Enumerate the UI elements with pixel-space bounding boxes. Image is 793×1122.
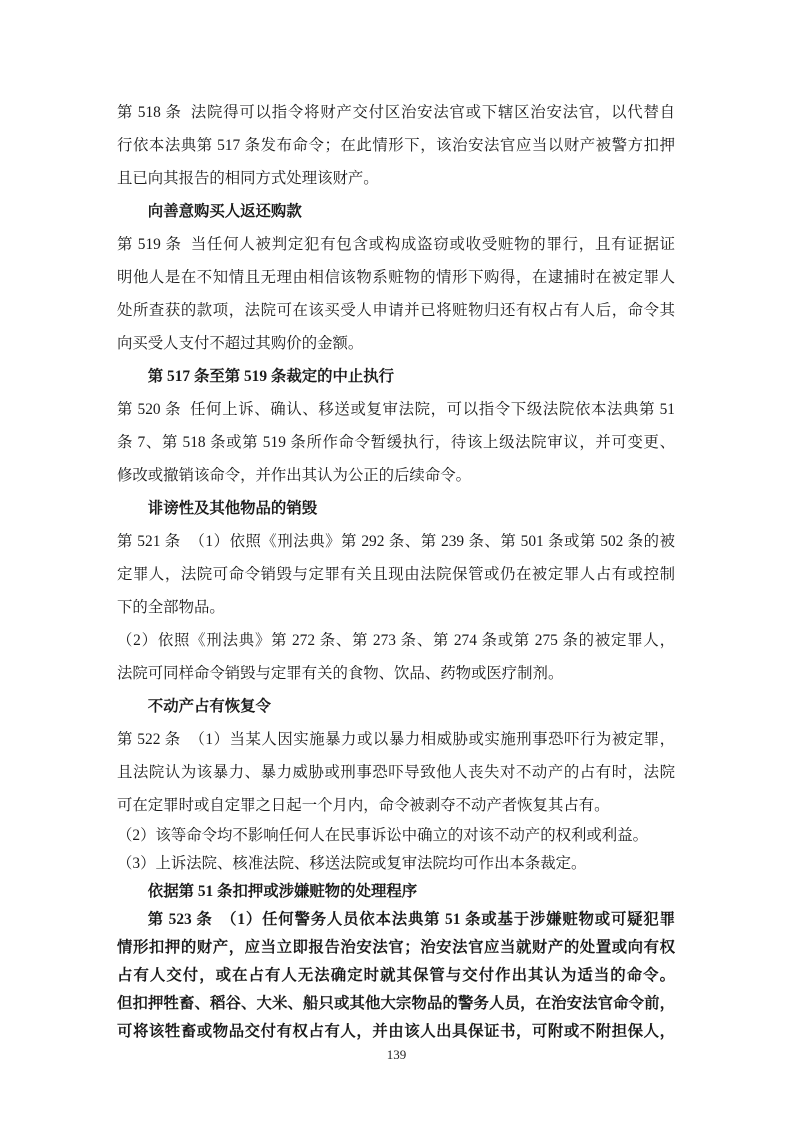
text-line: （2）该等命令均不影响任何人在民事诉讼中确立的对该不动产的权利或利益。 — [117, 827, 648, 844]
text-line: 第 522 条 （1）当某人因实施暴力或以暴力相威胁或实施刑事恐吓行为被定罪， — [117, 731, 675, 748]
section-heading — [117, 195, 675, 228]
text-line: 第 517 条至第 519 条裁定的中止执行 — [147, 368, 395, 385]
text-line: 条 7、第 518 条或第 519 条所作命令暂缓执行，待该上级法院审议，并可变更、 — [117, 434, 675, 451]
text-line: 第 521 条 （1）依照《刑法典》第 292 条、第 239 条、第 501 条或第 502 条的被 — [117, 533, 675, 550]
text-line: 可将该牲畜或物品交付有权占有人，并由该人出具保证书，可附或不附担保人， — [117, 1023, 675, 1040]
page-footer — [0, 1046, 793, 1064]
text-line: 可在定罪时或自定罪之日起一个月内，命令被剥夺不动产者恢复其占有。 — [117, 797, 610, 814]
article-paragraph — [117, 393, 675, 492]
text-line: 情形扣押的财产，应当立即报告治安法官；治安法官应当就财产的处置或向有权 — [117, 939, 675, 956]
article-paragraph — [117, 906, 675, 1046]
text-line: 且已向其报告的相同方式处理该财产。 — [117, 170, 379, 187]
text-line: 第 523 条 （1）任何警务人员依本法典第 51 条或基于涉嫌赃物或可疑犯罪 — [147, 911, 675, 928]
text-line: 且法院认为该暴力、暴力威胁或刑事恐吓导致他人丧失对不动产的占有时，法院 — [117, 764, 675, 781]
text-line: 行依本法典第 517 条发布命令；在此情形下，该治安法官应当以财产被警方扣押 — [117, 137, 675, 154]
text-line: 第 519 条 当任何人被判定犯有包含或构成盗窃或收受赃物的罪行，且有证据证 — [117, 236, 675, 253]
text-line: 第 520 条 任何上诉、确认、移送或复审法院，可以指令下级法院依本法典第 51 — [117, 401, 675, 418]
text-line: 向买受人支付不超过其购价的金额。 — [117, 335, 364, 352]
text-line: 定罪人，法院可命令销毁与定罪有关且现由法院保管或仍在被定罪人占有或控制 — [117, 566, 675, 583]
text-line: 但扣押牲畜、稻谷、大米、船只或其他大宗物品的警务人员，在治安法官命令前， — [117, 995, 675, 1012]
text-line: （3）上诉法院、核准法院、移送法院或复审法院均可作出本条裁定。 — [117, 855, 587, 872]
article-paragraph — [117, 624, 675, 690]
article-paragraph — [117, 723, 675, 822]
section-heading — [117, 360, 675, 393]
text-line: 第 518 条 法院得可以指令将财产交付区治安法官或下辖区治安法官，以代替自 — [117, 104, 675, 121]
article-paragraph — [117, 850, 675, 878]
text-line: 占有人交付，或在占有人无法确定时就其保管与交付作出其认为适当的命令。 — [117, 967, 675, 984]
document-body — [117, 96, 675, 1046]
article-paragraph — [117, 822, 675, 850]
article-paragraph — [117, 228, 675, 360]
section-heading — [117, 878, 675, 906]
text-line: 修改或撤销该命令，并作出其认为公正的后续命令。 — [117, 467, 471, 484]
text-line: 处所查获的款项，法院可在该买受人申请并已将赃物归还有权占有人后，命令其 — [117, 302, 675, 319]
text-line: 依据第 51 条扣押或涉嫌赃物的处理程序 — [147, 883, 418, 900]
text-line: 下的全部物品。 — [117, 599, 225, 616]
section-heading — [117, 492, 675, 525]
page-number: 139 — [386, 1047, 407, 1062]
section-heading — [117, 690, 675, 723]
text-line: 明他人是在不知情且无理由相信该物系赃物的情形下购得，在逮捕时在被定罪人 — [117, 269, 675, 286]
article-paragraph — [117, 525, 675, 624]
text-line: 向善意购买人返还购款 — [147, 203, 302, 220]
article-paragraph — [117, 96, 675, 195]
text-line: （2）依照《刑法典》第 272 条、第 273 条、第 274 条或第 275 条的被定罪人， — [117, 632, 675, 649]
text-line: 不动产占有恢复令 — [147, 698, 271, 715]
text-line: 诽谤性及其他物品的销毁 — [147, 500, 318, 517]
text-line: 法院可同样命令销毁与定罪有关的食物、饮品、药物或医疗制剂。 — [117, 665, 564, 682]
